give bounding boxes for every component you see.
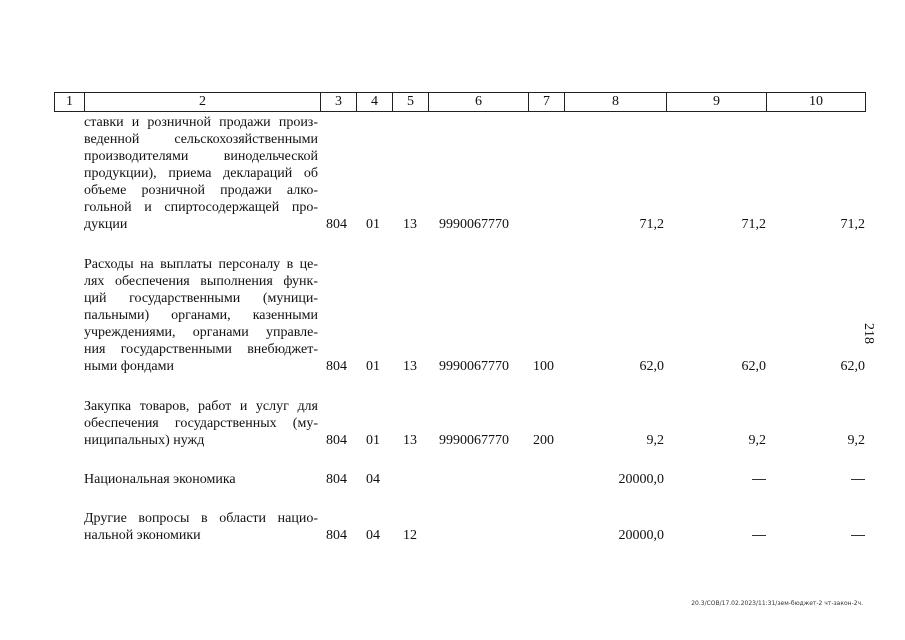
cell-section: 01 bbox=[366, 433, 380, 448]
description-line: Закупка товаров, работ и услуг для bbox=[84, 399, 318, 414]
cell-subsection: 13 bbox=[403, 217, 417, 232]
header-col-8: 8 bbox=[565, 93, 667, 111]
row-description bbox=[84, 471, 318, 488]
description-line: объеме розничной продажи алко- bbox=[84, 183, 318, 198]
cell-amount-year-3: 71,2 bbox=[840, 217, 865, 232]
dash-mark bbox=[851, 479, 865, 480]
description-line: Другие вопросы в области нацио- bbox=[84, 511, 318, 526]
description-line: Национальная экономика bbox=[84, 472, 236, 487]
cell-ministry: 804 bbox=[326, 472, 347, 487]
cell-amount-year-3-dash bbox=[851, 471, 865, 488]
cell-section: 01 bbox=[366, 359, 380, 374]
cell-expense-type: 200 bbox=[533, 433, 554, 448]
description-line: веденной сельскохозяйственными bbox=[84, 132, 318, 147]
description-line: ния государственными внебюджет- bbox=[84, 342, 318, 357]
cell-section: 01 bbox=[366, 217, 380, 232]
header-col-4: 4 bbox=[357, 93, 393, 111]
dash-mark bbox=[752, 479, 766, 480]
cell-section: 04 bbox=[366, 472, 380, 487]
description-line: лях обеспечения выполнения функ- bbox=[84, 274, 318, 289]
table-header bbox=[54, 92, 866, 112]
cell-ministry: 804 bbox=[326, 433, 347, 448]
header-col-1: 1 bbox=[55, 93, 85, 111]
row-description bbox=[84, 510, 318, 544]
header-col-9: 9 bbox=[667, 93, 767, 111]
cell-amount-year-2: 9,2 bbox=[748, 433, 766, 448]
cell-subsection: 13 bbox=[403, 359, 417, 374]
dash-mark bbox=[752, 535, 766, 536]
cell-section: 04 bbox=[366, 528, 380, 543]
cell-ministry: 804 bbox=[326, 528, 347, 543]
description-line: пальными) органами, казенными bbox=[84, 308, 318, 323]
description-line: нальной экономики bbox=[84, 528, 201, 543]
cell-amount-year-3-dash bbox=[851, 527, 865, 544]
description-line: Расходы на выплаты персоналу в це- bbox=[84, 257, 318, 272]
description-line: ными фондами bbox=[84, 359, 175, 374]
description-line: продукции), приема деклараций об bbox=[84, 166, 318, 181]
cell-target-article: 9990067770 bbox=[439, 217, 509, 232]
description-line: ставки и розничной продажи произ- bbox=[84, 115, 318, 130]
description-line: гольной и спиртосодержащей про- bbox=[84, 200, 318, 215]
document-footer-stamp: 20.3/СОВ/17.02.2023/11:31/зем-бюджет-2 чт-закон-2ч. bbox=[691, 600, 863, 607]
cell-amount-year-1: 20000,0 bbox=[618, 528, 664, 543]
page-number: 218 bbox=[861, 323, 876, 344]
cell-amount-year-3: 9,2 bbox=[847, 433, 865, 448]
description-line: ций государственными (муници- bbox=[84, 291, 318, 306]
cell-target-article: 9990067770 bbox=[439, 433, 509, 448]
row-description bbox=[84, 114, 318, 233]
description-line: учреждениями, органами управле- bbox=[84, 325, 318, 340]
cell-amount-year-1: 71,2 bbox=[639, 217, 664, 232]
cell-amount-year-1: 62,0 bbox=[639, 359, 664, 374]
cell-subsection: 13 bbox=[403, 433, 417, 448]
header-col-5: 5 bbox=[393, 93, 429, 111]
cell-amount-year-3: 62,0 bbox=[840, 359, 865, 374]
cell-amount-year-2: 62,0 bbox=[741, 359, 766, 374]
row-description bbox=[84, 256, 318, 375]
header-col-2: 2 bbox=[85, 93, 321, 111]
cell-expense-type: 100 bbox=[533, 359, 554, 374]
cell-amount-year-1: 9,2 bbox=[646, 433, 664, 448]
dash-mark bbox=[851, 535, 865, 536]
cell-ministry: 804 bbox=[326, 359, 347, 374]
description-line: производителями винодельческой bbox=[84, 149, 318, 164]
cell-amount-year-2-dash bbox=[752, 471, 766, 488]
cell-subsection: 12 bbox=[403, 528, 417, 543]
cell-amount-year-1: 20000,0 bbox=[618, 472, 664, 487]
cell-amount-year-2: 71,2 bbox=[741, 217, 766, 232]
header-col-3: 3 bbox=[321, 93, 357, 111]
description-line: ниципальных) нужд bbox=[84, 433, 205, 448]
description-line: дукции bbox=[84, 217, 128, 232]
row-description bbox=[84, 398, 318, 449]
cell-ministry: 804 bbox=[326, 217, 347, 232]
cell-amount-year-2-dash bbox=[752, 527, 766, 544]
header-col-10: 10 bbox=[809, 94, 823, 109]
header-col-7: 7 bbox=[529, 93, 565, 111]
header-col-6: 6 bbox=[429, 93, 529, 111]
cell-target-article: 9990067770 bbox=[439, 359, 509, 374]
description-line: обеспечения государственных (му- bbox=[84, 416, 318, 431]
